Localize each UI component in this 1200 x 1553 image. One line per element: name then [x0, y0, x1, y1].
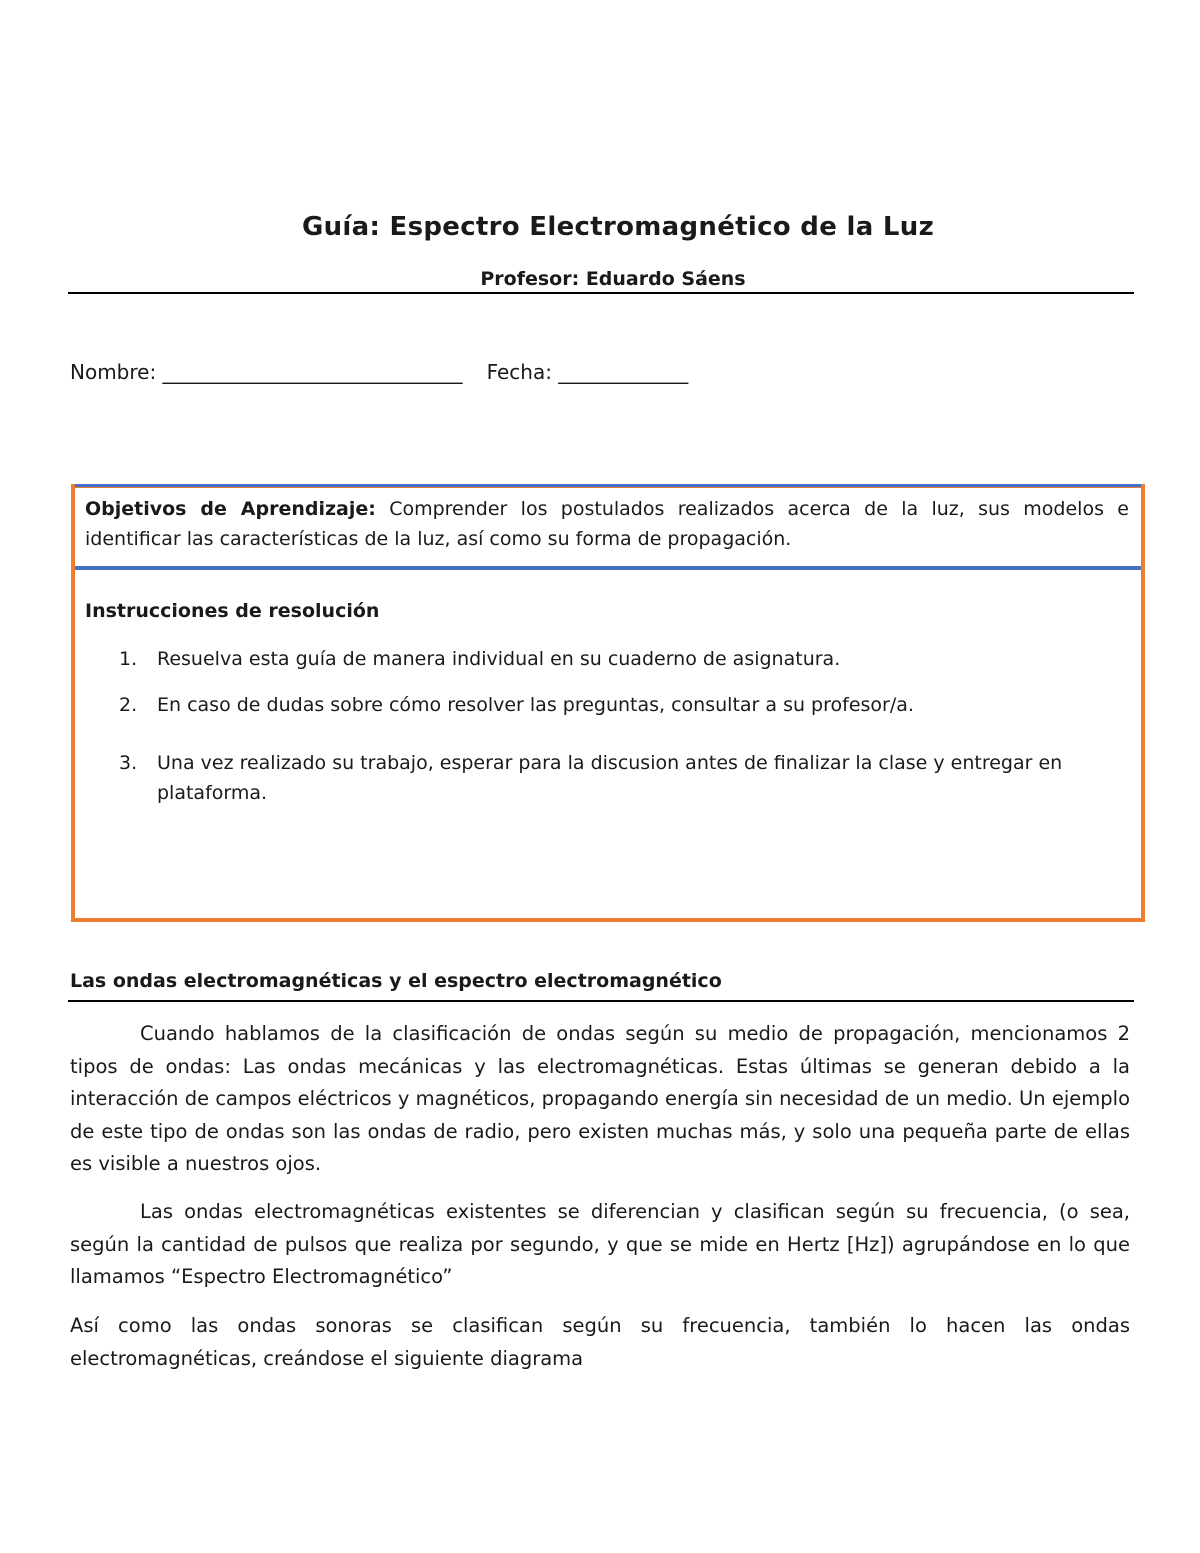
objectives-label: Objetivos de Aprendizaje: [85, 498, 376, 520]
teacher-name: Profesor: Eduardo Sáens [480, 268, 746, 290]
list-item-number: 3. [119, 752, 138, 774]
header-divider [68, 292, 1134, 294]
paragraph: Así como las ondas sonoras se clasifican según su frecuencia, también lo hacen las ondas electromagnéticas, creándose el siguiente diagrama [70, 1314, 1130, 1370]
list-item [119, 690, 1119, 720]
section-heading: Las ondas electromagnéticas y el espectro electromagnético [70, 970, 722, 992]
list-item [119, 748, 1119, 808]
list-item [119, 644, 1119, 674]
objectives-body: Comprender los postulados realizados acerca de la luz, sus modelos e identificar las características de la luz, así como su forma de propagación. [85, 498, 1129, 550]
objectives-text [85, 494, 1129, 554]
box-top-accent [75, 484, 1141, 487]
list-item-number: 2. [119, 694, 138, 716]
instructions-list [119, 644, 1119, 808]
section-divider [68, 1000, 1134, 1002]
instructions-title: Instrucciones de resolución [85, 600, 380, 622]
fecha-field: Fecha: _____________ [486, 360, 689, 384]
box-divider [75, 566, 1141, 570]
list-item-text: En caso de dudas sobre cómo resolver las preguntas, consultar a su profesor/a. [157, 694, 914, 716]
paragraph: Las ondas electromagnéticas existentes se diferencian y clasifican según su frecuencia, (o sea, según la cantidad de pulsos que realiza por segundo, y que se mide en Hertz [Hz]) agrupándose en lo que llamamos “Espectro Electromagnético” [70, 1200, 1130, 1288]
list-item-text: Una vez realizado su trabajo, esperar para la discusion antes de finalizar la clase y entregar en plataforma. [157, 752, 1063, 804]
student-fields [70, 360, 688, 384]
paragraph: Cuando hablamos de la clasificación de ondas según su medio de propagación, mencionamos 2 tipos de ondas: Las ondas mecánicas y las electromagnéticas. Estas últimas se generan debido a la interacción de campos eléctricos y magnéticos, propagando energía sin necesidad de un medio. Un ejemplo de este tipo de ondas son las ondas de radio, pero existen muchas más, y solo una pequeña parte de ellas es visible a nuestros ojos. [70, 1022, 1130, 1175]
list-item-text: Resuelva esta guía de manera individual en su cuaderno de asignatura. [157, 648, 841, 670]
list-item-number: 1. [119, 648, 138, 670]
objectives-box [71, 484, 1145, 922]
document-title: Guía: Espectro Electromagnético de la Luz [301, 212, 935, 242]
nombre-field: Nombre: ______________________________ [70, 360, 463, 384]
